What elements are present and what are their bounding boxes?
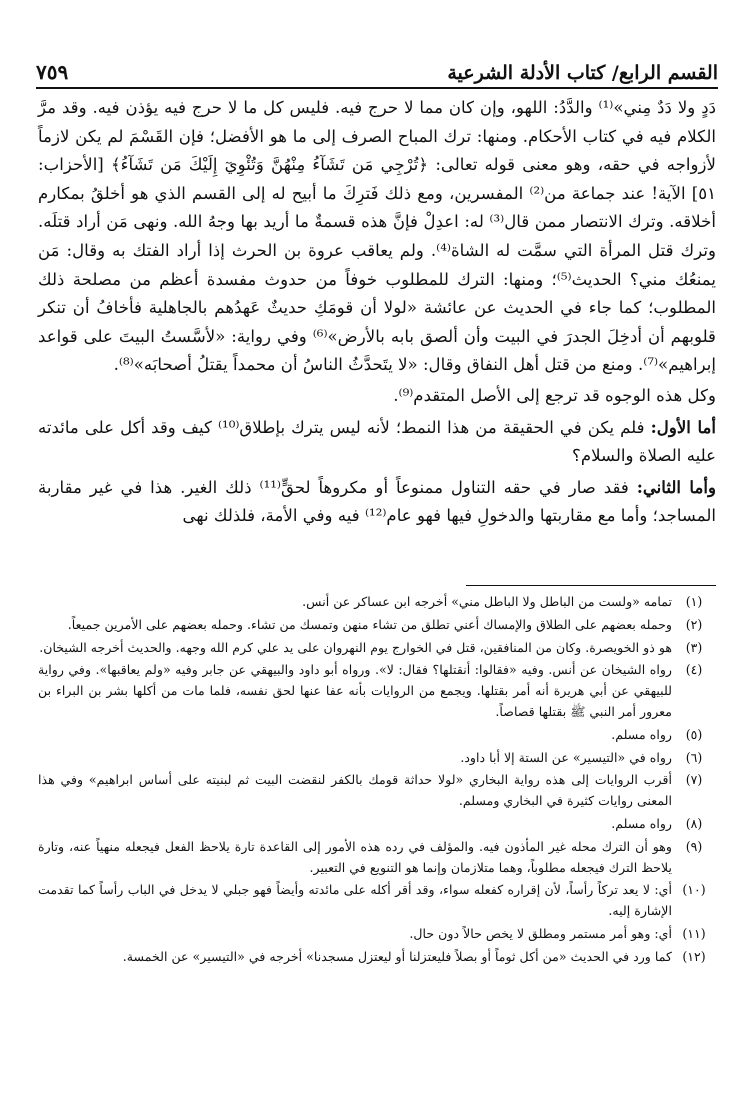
paragraph-4: وأما الثاني: فقد صار في حقه التناول ممنوعاً أو مكروهاً لحقٍّ⁽¹¹⁾ ذلك الغير. هذا في غير مقاربة المساجد؛ وأما مع مقاربتها والدخولِ فيها فهو عام⁽¹²⁾ فيه وفي الأمة، فلذلك نهى [38,476,716,526]
footnote-text: تمامه «ولست من الباطل ولا الباطل مني» أخرجه ابن عساكر عن أنس. [302,594,672,609]
footnote-number: (٨) [685,815,703,831]
footnote-text: رواه في «التيسير» عن الستة إلا أبا داود. [460,749,672,765]
paragraph-3: أما الأول: فلم يكن في الحقيقة من هذا النمط؛ لأنه ليس يترك بإطلاق⁽¹⁰⁾ كيف وقد أكل على مائدته عليه الصلاة والسلام؟ [38,416,716,466]
lead-phrase: وأما الثاني: [636,476,716,497]
footnote-number: (٩) [685,838,703,854]
footnote [38,814,716,835]
footnote [38,947,716,968]
footnote [38,615,716,636]
running-header [36,44,718,84]
footnote-text: رواه مسلم. [611,815,672,831]
footnote-text: هو ذو الخويصرة. وكان من المنافقين، قتل في الخوارج يوم النهروان على يد علي كرم الله وجهه. والحديث أخرجه الشيخان. [39,639,672,655]
header-divider [36,87,718,89]
footnote-text: وهو أن الترك محله غير المأذون فيه. والمؤلف في رده هذه الأمور إلى القاعدة تارة يلاحظ الفعل فيجعله منهياً عنه، وتارة يلاحظ الترك فيجعله مطلوباً، وهما متلازمان وإنما هو التنويع في التعبير. [38,838,672,875]
footnote-number: (١) [685,594,703,609]
footnote-text: رواه مسلم. [611,726,672,742]
footnote-number: (٦) [685,749,703,765]
footnote-number: (١٠) [682,882,706,898]
section-title: القسم الرابع/ كتاب الأدلة الشرعية [447,62,718,84]
footnote-text: رواه الشيخان عن أنس. وفيه «فقالوا: أنقتلها؟ فقال: لا». ورواه أبو داود والبيهقي عن جابر وفيه «ولم يعاقبها». وفي رواية للبيهقي عن أبي هريرة أنه أمر بقتلها. ويجمع من الروايات بأنه عفا عنها لحق نفسه، فلما مات من أكلها بشر بن البراء بن معرور أمر النبي ﷺ بقتلها قصاصاً. [38,662,672,719]
footnote-text: وحمله بعضهم على الطلاق والإمساك أعني تطلق من تشاء منهن وتمسك من تشاء. وحمله بعضهم على الأمرين جميعاً. [67,616,672,632]
footnote-number: (٣) [685,639,703,655]
footnote-number: (٢) [685,616,703,632]
footnote-text: كما ورد في الحديث «من أكل ثوماً أو بصلاً فليعتزلنا أو ليعتزل مسجدنا» أخرجه في «التيسير» عن الخمسة. [122,948,672,964]
footnote-divider [466,585,716,586]
footnote [38,837,716,879]
main-text [38,94,716,531]
footnote-text: أي: لا يعد تركاً رأساً، لأن إقراره كفعله سواء، وقد أقر أكله على مائدته وأيضاً فهو جبلي لا يدخل في الباب رأساً كما تقدمت الإشارة إليه. [38,882,672,919]
lead-phrase: أما الأول: [650,416,716,437]
paragraph-2: وكل هذه الوجوه قد ترجع إلى الأصل المتقدم⁽⁹⁾. [393,385,716,405]
footnote-number: (٧) [685,772,703,788]
footnote-text: أقرب الروايات إلى هذه رواية البخاري «لولا حداثة قومك بالكفر لنقضت البيت ثم لبنيته على أساس ابراهيم» وفي هذا المعنى روايات كثيرة في البخاري ومسلم. [38,772,672,809]
footnote-number: (١٢) [682,948,706,964]
paragraph-1: دَدٍ ولا دَدٌ مِني»⁽¹⁾ والدَّدُ: اللهو، وإن كان مما لا حرج فيه. فليس كل ما لا حرج فيه يؤذن فيه. وقد مرَّ الكلام فيه في كتاب الأحكام. ومنها: ترك المباح الصرف إلى ما هو الأفضل؛ فإن القَسْمَ لم يكن لازماً لأزواجه في حقه، وهو معنى قوله تعالى: ﴿تُرْجِي مَن تَشَآءُ مِنْهُنَّ وَتُئْوِيٓ إِلَيْكَ مَن تَشَآءُ﴾ [الأحزاب: ٥١] الآية! عند جماعة من⁽²⁾ المفسرين، ومع ذلك فَترِكَ ما أبيح له إلى القسم الذي هو أخلقُ بمكارم أخلاقه. وترك الانتصار ممن قال⁽³⁾ له: اعدِلْ فإنَّ هذه قسمةٌ ما أريد بها وجهُ الله. ونهى مَن أراد قتلَه. وترك قتل المرأة التي سمَّت له الشاة⁽⁴⁾. ولم يعاقب عروة بن الحرث إذا أراد الفتك به وقال: مَن يمنعُك مني؟ الحديث⁽⁵⁾؛ ومنها: الترك للمطلوب خوفاً من حدوث مفسدة أعظم من مصلحة ذلك المطلوب؛ كما جاء في الحديث عن عائشة «لولا أن قومَكِ حديثٌ عَهدُهم بالجاهلية فأخافُ أن تنكر قلوبهم أن أدخِلَ الجدرَ في البيت وأن ألصق بابه بالأرض»⁽⁶⁾ وفي رواية: «لأسَّستُ البيتَ على قواعد إبراهيم»⁽⁷⁾. ومنع من قتل أهل النفاق وقال: «لا يتَحدَّثُ الناسُ أن محمداً يقتلُ أصحابَه»⁽⁸⁾. [38,98,717,375]
footnote [38,660,716,722]
footnote [38,770,716,812]
footnotes [38,592,716,970]
footnote-number: (٥) [685,726,703,742]
footnote [38,880,716,922]
footnote [38,725,716,746]
footnote [38,748,716,769]
footnote-number: (٤) [685,662,703,678]
page-number: ٧٥٩ [36,60,69,84]
footnote [38,592,716,613]
footnote [38,638,716,659]
footnote [38,924,716,945]
footnote-text: أي: وهو أمر مستمر ومطلق لا يخص حالاً دون حال. [409,925,672,941]
footnote-number: (١١) [682,925,706,941]
